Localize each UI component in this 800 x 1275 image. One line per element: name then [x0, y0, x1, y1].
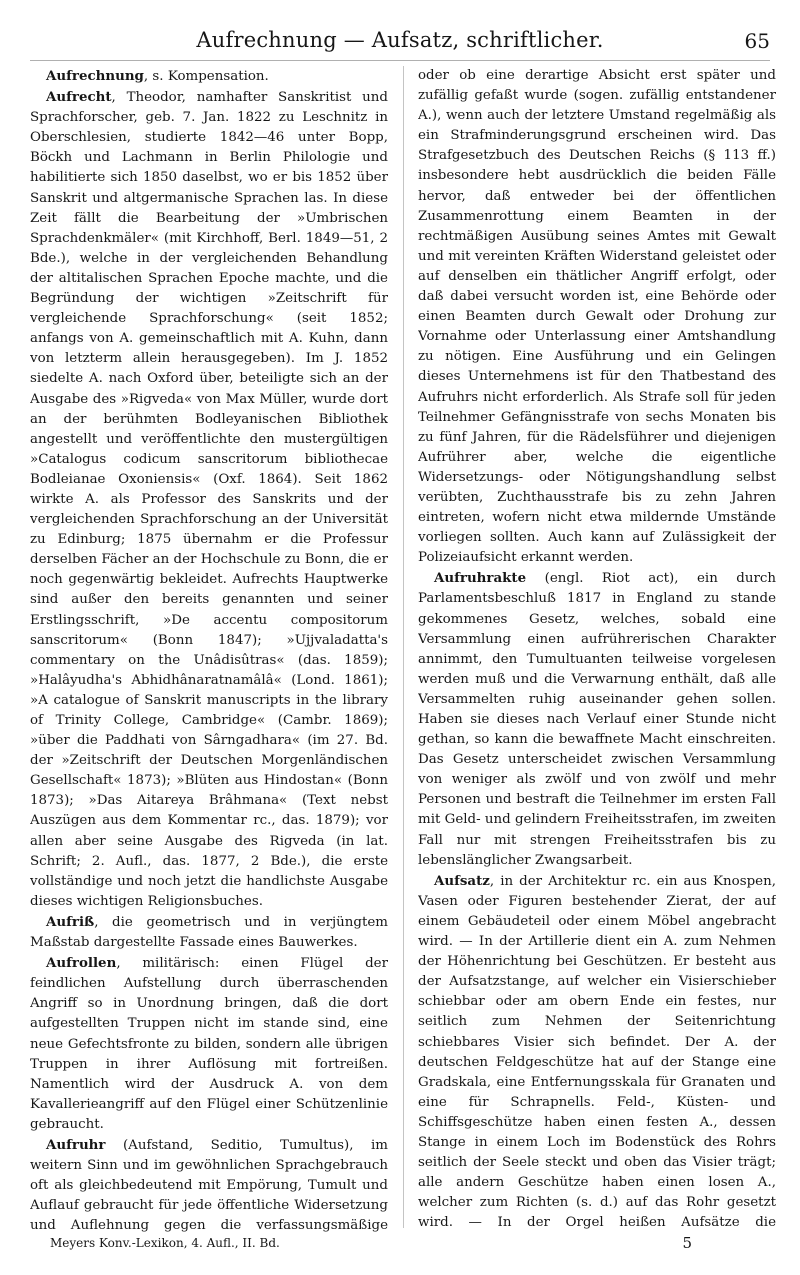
page-number: 65 [744, 29, 770, 53]
entry-aufruhr-continuation: oder ob eine derartige Absicht erst später und zufällig gefaßt wurde (sogen. zufällig entstandener A.), wenn auch der letztere Umstand regelmäßig als ein Strafminderungsgrund erscheinen wird. Das Strafgesetzbuch des Deutschen Reichs (§ 113 ff.) insbesondere hebt ausdrücklich die beiden Fälle hervor, daß entweder bei der öffentlichen Zusammenrottung einem Beamten in der rechtmäßigen Ausübung seines Amtes mit Gewalt und mit vereinten Kräften Widerstand geleistet oder auf denselben ein thätlicher Angriff erfolgt, oder daß dabei versucht worden ist, eine Behörde oder einen Beamten durch Gewalt oder Drohung zur Vornahme oder Unterlassung einer Amtshandlung zu nötigen. Eine Ausführung und ein Gelingen dieses Unternehmens ist für den Thatbestand des Aufruhrs nicht erforderlich. Als Strafe soll für jeden Teilnehmer Gefängnisstrafe von sechs Monaten bis zu fünf Jahren, für die Rädelsführer und diejenigen Aufrührer aber, welche die eigentliche Widersetzungs- oder Nötigungshandlung selbst verübten, Zuchthausstrafe bis zu zehn Jahren eintreten, wofern nicht etwa mildernde Umstände vorliegen sollten. Auch kann auf Zulässigkeit der Polizeiaufsicht erkannt werden. [418, 68, 776, 566]
entry-text: , in der Architektur rc. ein aus Knospen, Vasen oder Figuren bestehender Zierat, der auf einem Gebäudeteil oder einem Möbel angebracht wird. — In der Artillerie dient ein A. zum Nehmen der Höhenrichtung bei Geschützen. Er besteht aus der Aufsatzstange, auf welcher ein Visierschieber schiebbar oder am obern Ende ein festes, nur seitlich zum Nehmen der Seitenrichtung schiebbares Visier sich befindet. Der A. der deutschen Feldgeschütze hat auf der Stange eine Gradskala, eine Entfernungsskala für Granaten und eine für Schrapnells. Feld-, Küsten- und Schiffsgeschütze haben einen festen A., dessen Stange in einem Loch im Bodenstück des Rohrs seitlich der Seele steckt und oben das Visier trägt; alle andern Geschütze haben einen losen A., welcher zum Richten (s. d.) auf das Rohr gesetzt wird. — In der Orgel heißen Aufsätze die [418, 873, 776, 1231]
entry-headword: Aufsatz [434, 872, 490, 889]
left-column [30, 66, 388, 1236]
column-divider [403, 66, 404, 1228]
entry-aufrecht [30, 87, 388, 912]
entry-text: (Aufstand, Seditio, Tumultus), im weitern Sinn und im gewöhnlichen Sprachgebrauch oft als gleichbedeutend mit Empörung, Tumult und Auflauf gebraucht für jede öffentliche Widersetzung und Auflehnung gegen die verfassungsmäßige [30, 1137, 388, 1234]
entry-headword: Aufruhr [46, 1136, 106, 1153]
right-column [418, 66, 776, 1236]
running-head-title: Aufrechnung — Aufsatz, schriftlicher. [196, 28, 604, 52]
running-header [30, 28, 770, 58]
entry-headword: Aufriß [46, 913, 95, 930]
entry-text: , Theodor, namhafter Sanskritist und Sprachforscher, geb. 7. Jan. 1822 zu Leschnitz in Oberschlesien, studierte 1842—46 unter Bopp, Böckh und Lachmann in Berlin Philologie und habilitierte sich 1850 daselbst, wo er bis 1852 über Sanskrit und altgermanische Sprachen las. In diese Zeit fällt die Bearbeitung der »Umbrischen Sprachdenkmäler« (mit Kirchhoff, Berl. 1849—51, 2 Bde.), welche in der vergleichenden Behandlung der altitalischen Sprachen Epoche machte, und die Begründung der wichtigen »Zeitschrift für vergleichende Sprachforschung« (seit 1852; anfangs von A. gemeinschaftlich mit A. Kuhn, dann von letzterm allein herausgegeben). Im J. 1852 siedelte A. nach Oxford über, beteiligte sich an der Ausgabe des »Rigveda« von Max Müller, wurde dort an der berühmten Bodleyanischen Bibliothek angestellt und veröffentlichte den mustergültigen »Catalogus codicum sanscritorum bibliothecae Bodleianae Oxoniensis« (Oxf. 1864). Seit 1862 wirkte A. als Professor des Sanskrits und der vergleichenden Sprachforschung an der Universität zu Edinburg; 1875 übernahm er die Professur derselben Fächer an der Hochschule zu Bonn, die er noch gegenwärtig bekleidet. Aufrechts Hauptwerke sind außer den bereits genannten und seiner Erstlingsschrift, »De accentu compositorum sanscritorum« (Bonn 1847); »Ujjvaladatta's commentary on the Unâdisûtras« (das. 1859); »Halâyudha's Abhidhânaratnamâlâ« (Lond. 1861); »A catalogue of Sanskrit manuscripts in the library of Trinity College, Cambridge« (Cambr. 1869); »über die Paddhati von Sârngadhara« (im 27. Bd. der »Zeitschrift der Deutschen Morgenländischen Gesellschaft« 1873); »Blüten aus Hindostan« (Bonn 1873); »Das Aitareya Brâhmana« (Text nebst Auszügen aus dem Kommentar rc., das. 1879); vor allen aber seine Ausgabe des Rigveda (in lat. Schrift; 2. Aufl., das. 1877, 2 Bde.), die erste vollständige und noch jetzt die handlichste Ausgabe dieses wichtigen Religionsbuches. [30, 90, 388, 909]
entry-aufsatz [418, 871, 776, 1236]
entry-text: , die geometrisch und in verjüngtem Maßstab dargestellte Fassade eines Bauwerkes. [30, 914, 388, 951]
entry-aufruhr [30, 1135, 388, 1236]
entry-aufrollen [30, 953, 388, 1135]
entry-headword: Aufrecht [46, 89, 112, 106]
entry-headword: Aufrechnung [46, 68, 144, 84]
printer-signature: Meyers Konv.-Lexikon, 4. Aufl., II. Bd. [50, 1236, 280, 1250]
entry-aufriss [30, 912, 388, 953]
sheet-number: 5 [682, 1234, 692, 1252]
page-footer [30, 1236, 770, 1256]
header-rule [30, 60, 770, 61]
entry-text: , militärisch: einen Flügel der feindlichen Aufstellung durch überraschenden Angriff so in Unordnung bringen, daß die dort aufgestellten Truppen nicht im stande sind, eine neue Gefechtsfronte zu bilden, sondern alle übrigen Truppen in ihrer Auflösung mit fortreißen. Namentlich wird der Ausdruck A. von dem Kavallerieangriff auf den Flügel einer Schützenlinie gebraucht. [30, 956, 388, 1132]
entry-aufrechnung [30, 66, 388, 87]
entry-headword: Aufruhrakte [434, 570, 527, 587]
entry-text: , s. Kompensation. [143, 69, 269, 84]
entry-aufruhrakte [418, 568, 776, 870]
entry-headword: Aufrollen [46, 955, 117, 972]
entry-text: (engl. Riot act), ein durch Parlamentsbeschluß 1817 in England zu stande gekommenes Gesetz, welches, sobald eine Versammlung einen aufrührerischen Charakter annimmt, den Tumultuanten teilweise vorgelesen werden muß und die Verwarnung enthält, daß alle Versammelten ruhig auseinander gehen sollen. Haben sie dieses nach Verlauf einer Stunde nicht gethan, so kann die bewaffnete Macht einschreiten. Das Gesetz unterscheidet zwischen Versammlung von weniger als zwölf und von zwölf und mehr Personen und bestraft die Teilnehmer im ersten Fall mit Geld- und gelindern Freiheitsstrafen, im zweiten Fall nur mit strengen Freiheitsstrafen bis zu lebenslänglicher Zwangsarbeit. [418, 571, 776, 868]
